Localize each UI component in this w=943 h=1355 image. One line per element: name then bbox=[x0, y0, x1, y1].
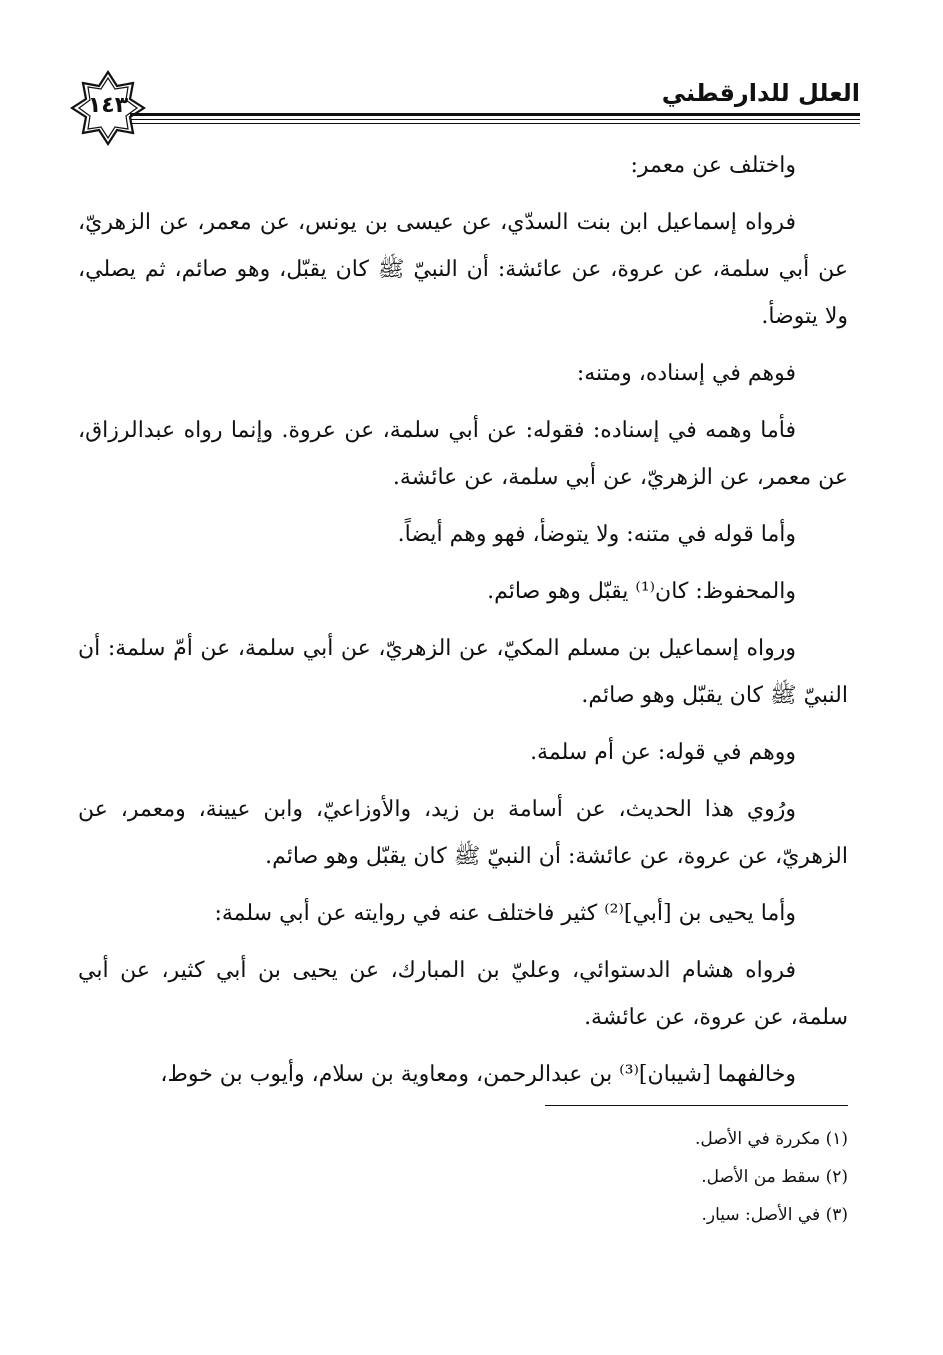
header-rule bbox=[130, 119, 860, 120]
paragraph: فوهم في إسناده، ومتنه: bbox=[576, 361, 796, 386]
header-rule bbox=[130, 113, 860, 116]
footnotes bbox=[348, 1120, 848, 1234]
paragraph: وخالفهما [شيبان]⁽³⁾ بن عبدالرحمن، ومعاوية بن سلام، وأيوب بن خوط، bbox=[160, 1062, 796, 1087]
footnote: (٣) في الأصل: سيار. bbox=[701, 1205, 848, 1225]
footnote: (١) مكررة في الأصل. bbox=[694, 1129, 848, 1149]
footnote: (٢) سقط من الأصل. bbox=[701, 1167, 848, 1187]
paragraph: فأما وهمه في إسناده: فقوله: عن أبي سلمة، عن عروة. وإنما رواه عبدالرزاق، عن معمر، عن الزهريّ، عن أبي سلمة، عن عائشة. bbox=[78, 418, 848, 490]
paragraph: والمحفوظ: كان⁽¹⁾ يقبّل وهو صائم. bbox=[487, 579, 796, 604]
footnote-separator bbox=[545, 1105, 848, 1106]
paragraph: ورُوي هذا الحديث، عن أسامة بن زيد، والأوزاعيّ، وابن عيينة، ومعمر، عن الزهريّ، عن عروة، عن عائشة: أن النبيّ ﷺ كان يقبّل وهو صائم. bbox=[78, 797, 848, 869]
paragraph: فرواه هشام الدستوائي، وعليّ بن المبارك، عن يحيى بن أبي كثير، عن أبي سلمة، عن عروة، عن عائشة. bbox=[78, 958, 848, 1030]
page-number: ١٤٣ bbox=[87, 93, 129, 118]
main-text bbox=[78, 142, 848, 1108]
paragraph: وأما يحيى بن [أبي]⁽²⁾ كثير فاختلف عنه في روايته عن أبي سلمة: bbox=[214, 901, 796, 926]
paragraph: ووهم في قوله: عن أم سلمة. bbox=[530, 740, 796, 765]
paragraph: وأما قوله في متنه: ولا يتوضأ، فهو وهم أيضاً. bbox=[397, 522, 796, 547]
book-title: العلل للدارقطني bbox=[661, 79, 860, 107]
paragraph: واختلف عن معمر: bbox=[630, 153, 796, 178]
page-number-badge bbox=[70, 70, 146, 146]
paragraph: فرواه إسماعيل ابن بنت السدّي، عن عيسى بن يونس، عن معمر، عن الزهريّ، عن أبي سلمة، عن عروة، عن عائشة: أن النبيّ ﷺ كان يقبّل، وهو صائم، ثم يصلي، ولا يتوضأ. bbox=[78, 210, 848, 329]
header-rule bbox=[130, 123, 860, 124]
paragraph: ورواه إسماعيل بن مسلم المكيّ، عن الزهريّ، عن أبي سلمة، عن أمّ سلمة: أن النبيّ ﷺ كان يقبّل وهو صائم. bbox=[78, 636, 848, 708]
page-header bbox=[70, 70, 860, 150]
